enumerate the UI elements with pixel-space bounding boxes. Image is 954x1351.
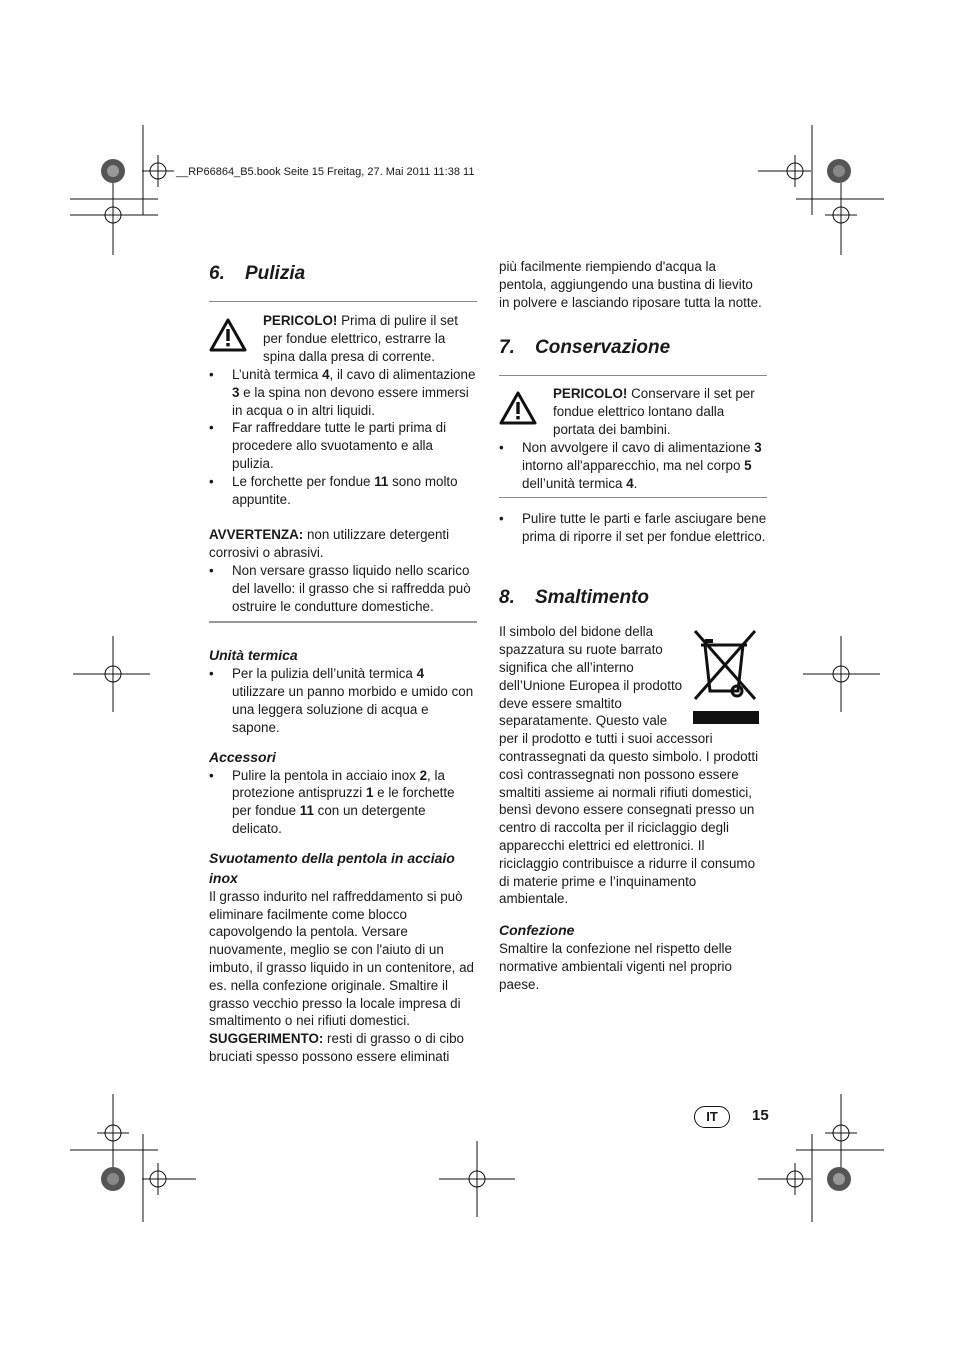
storage-list [499, 439, 767, 492]
section-6-heading: 6. Pulizia [209, 263, 306, 284]
list-item: • L’unità termica 4, il cavo di alimentazione 3 e la spina non devono essere immersi in acqua o in altri liquidi. [209, 366, 477, 419]
crossed-wheelie-bin-icon [691, 627, 767, 725]
disposal-paragraph: Il simbolo del bidone della spazzatura su ruote barrato significa che all’interno dell’Unione Europea il prodotto deve essere smaltito separatamente. Questo vale per il prodotto e tutti i suoi accessori contrassegnati da questo simbolo. I prodotti così contrassegnati non possono essere smaltiti assieme ai normali rifiuti domestici, bensì devono essere consegnati presso un centro di raccolta per il riciclaggio degli apparecchi elettrici ed elettronici. Il riciclaggio contribuisce a ridurre il consumo di materie prime e l’inquinamento ambientale. [499, 623, 767, 908]
tip-paragraph: SUGGERIMENTO: resti di grasso o di cibo bruciati spesso possono essere eliminati [209, 1031, 464, 1064]
divider [209, 621, 477, 623]
section-7-heading: 7. Conservazione [499, 337, 671, 359]
divider [499, 375, 767, 376]
unit-subheading: Unità termica [209, 647, 298, 664]
packaging-subheading: Confezione [499, 922, 575, 939]
emptying-paragraph: Il grasso indurito nel raffreddamento si può eliminare facilmente come blocco capovolgendo la pentola. Versare nuovamente, meglio se con l'aiuto di un imbuto, il grasso liquido in un contenitore, ad es. nella confezione originale. Smaltire il grasso vecchio presso la locale impresa di smaltimento o nei rifiuti domestici. [209, 888, 474, 1029]
language-badge: IT [694, 1106, 730, 1128]
danger-notice: PERICOLO! Prima di pulire il set per fondue elettrico, estrarre la spina dalla presa di corrente. [209, 312, 477, 366]
section-8-heading: 8. Smaltimento [499, 587, 650, 609]
packaging-paragraph: Smaltire la confezione nel rispetto delle normative ambientali vigenti nel proprio paese. [499, 941, 732, 992]
list-item: • Per la pulizia dell’unità termica 4 utilizzare un panno morbido e umido con una leggera soluzione di acqua e sapone. [209, 665, 477, 736]
right-column [499, 258, 767, 994]
unit-list [209, 665, 477, 736]
divider [499, 497, 767, 498]
emptying-subheading: Svuotamento della pentola in acciaio inox [209, 849, 455, 886]
accessories-list [209, 767, 477, 838]
storage-list-2 [499, 510, 767, 546]
list-item: • Far raffreddare tutte le parti prima di procedere allo svuotamento e alla pulizia. [209, 419, 477, 472]
list-item: • Le forchette per fondue 11 sono molto appuntite. [209, 473, 477, 509]
list-item: • Pulire la pentola in acciaio inox 2, la protezione antispruzzi 1 e le forchette per fondue 11 con un detergente delicato. [209, 767, 477, 838]
caution-list [209, 562, 477, 615]
page-number: 15 [752, 1107, 769, 1124]
caution-notice: AVVERTENZA: non utilizzare detergenti corrosivi o abrasivi. [209, 527, 450, 561]
warning-triangle-icon [499, 391, 537, 425]
left-column [209, 258, 477, 1066]
file-info-header: __RP66864_B5.book Seite 15 Freitag, 27. Mai 2011 11:38 11 [176, 166, 475, 178]
warning-triangle-icon [209, 318, 247, 352]
danger-notice: PERICOLO! Conservare il set per fondue elettrico lontano dalla portata dei bambini. [499, 385, 767, 439]
accessories-subheading: Accessori [209, 748, 276, 765]
divider [209, 301, 477, 302]
list-item: • Non versare grasso liquido nello scarico del lavello: il grasso che si raffredda può ostruire le condutture domestiche. [209, 562, 477, 615]
continued-paragraph: più facilmente riempiendo d'acqua la pentola, aggiungendo una bustina di lievito in polvere e lasciando riposare tutta la notte. [499, 259, 762, 310]
cleaning-rules-list [209, 366, 477, 508]
list-item: • Pulire tutte le parti e farle asciugare bene prima di riporre il set per fondue elettrico. [499, 510, 767, 546]
list-item: • Non avvolgere il cavo di alimentazione 3 intorno all'apparecchio, ma nel corpo 5 dell’unità termica 4. [499, 439, 767, 492]
